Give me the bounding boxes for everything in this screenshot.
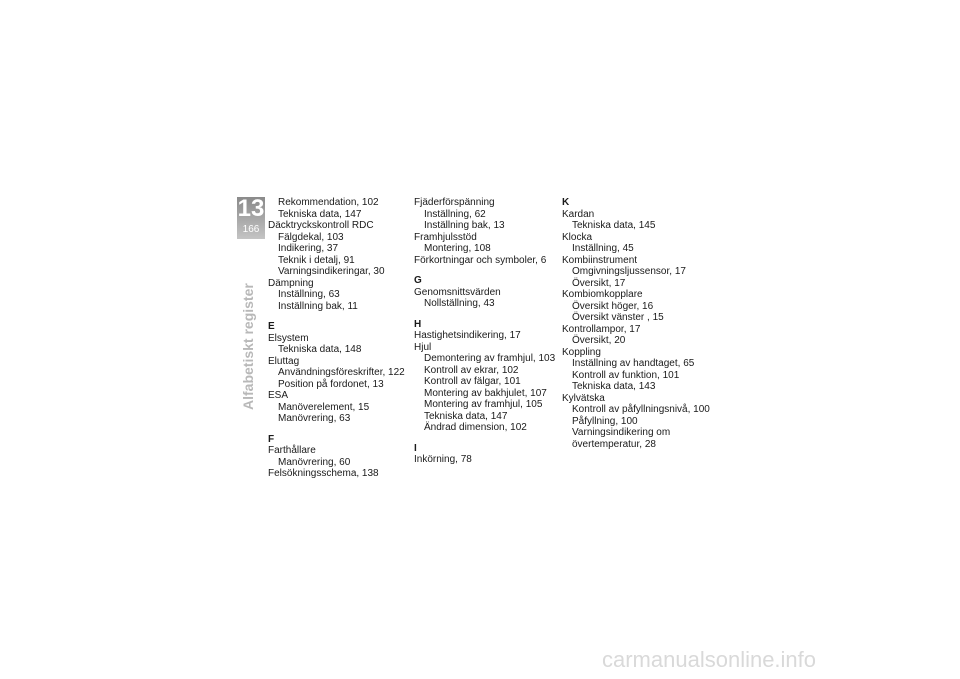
- chapter-title: Alfabetiskt register: [240, 283, 256, 410]
- index-entry: Förkortningar och symboler, 6: [414, 254, 547, 266]
- index-letter-heading: G: [414, 275, 422, 286]
- index-subentry: Demontering av framhjul, 103: [424, 353, 556, 364]
- index-subentry: Översikt höger, 16: [572, 300, 654, 312]
- index-subentry: Indikering, 37: [278, 243, 339, 254]
- index-entry: Kylvätska: [562, 392, 605, 404]
- index-entry: Fjäderförspänning: [414, 197, 495, 208]
- index-entry: Framhjulsstöd: [414, 231, 477, 243]
- index-letter-heading: E: [268, 321, 275, 332]
- index-entry: Farthållare: [268, 445, 316, 456]
- index-entry: Inkörning, 78: [414, 454, 472, 465]
- index-subentry: Varningsindikering om: [572, 427, 671, 438]
- index-subentry: Inställning, 62: [424, 208, 486, 220]
- index-subentry: Kontroll av ekrar, 102: [424, 364, 519, 376]
- index-column-3: [562, 197, 712, 450]
- index-subentry: Kontroll av påfyllningsnivå, 100: [572, 404, 710, 415]
- index-subentry: Montering av framhjul, 105: [424, 399, 543, 410]
- index-subentry: Tekniska data, 145: [572, 220, 656, 231]
- index-subentry: Tekniska data, 147: [424, 410, 508, 422]
- index-subentry: Inställning bak, 11: [278, 300, 358, 312]
- index-subentry: Montering, 108: [424, 243, 491, 254]
- index-entry: Kardan: [562, 208, 595, 220]
- index-entry: Hjul: [414, 341, 432, 353]
- index-entry: Felsökningsschema, 138: [268, 468, 379, 479]
- index-subentry: Tekniska data, 147: [278, 208, 362, 220]
- watermark-text: carmanualsonline.info: [602, 647, 817, 672]
- index-subentry: Rekommendation, 102: [278, 197, 379, 208]
- index-column-2: [414, 197, 564, 466]
- index-entry: Hastighetsindikering, 17: [414, 330, 521, 341]
- index-subentry: Inställning, 45: [572, 243, 634, 254]
- index-subentry: Kontroll av funktion, 101: [572, 369, 680, 381]
- index-subentry: Ändrad dimension, 102: [424, 422, 527, 433]
- index-subentry: Inställning bak, 13: [424, 220, 505, 231]
- index-subentry: Översikt, 17: [572, 277, 626, 289]
- index-letter-heading: F: [268, 433, 275, 445]
- index-subentry: Inställning, 63: [278, 289, 340, 300]
- index-subentry: Kontroll av fälgar, 101: [424, 376, 521, 387]
- index-subentry: Nollställning, 43: [424, 298, 495, 309]
- index-entry: Elsystem: [268, 332, 309, 344]
- index-subentry: Översikt, 20: [572, 335, 626, 346]
- chapter-number: 13: [237, 195, 265, 222]
- index-entry: Kontrollampor, 17: [562, 323, 641, 335]
- index-subentry: Översikt vänster , 15: [572, 312, 664, 323]
- index-subentry: Användningsföreskrifter, 122: [278, 367, 405, 378]
- index-subentry: Manöverelement, 15: [278, 401, 370, 413]
- index-subentry: Varningsindikeringar, 30: [278, 266, 385, 277]
- index-subentry: Omgivningsljussensor, 17: [572, 266, 686, 277]
- index-entry: Kombiinstrument: [562, 254, 638, 266]
- index-entry: Kombiomkopplare: [562, 289, 643, 300]
- index-subentry: övertemperatur, 28: [572, 438, 656, 450]
- index-subentry: Position på fordonet, 13: [278, 378, 384, 390]
- index-entry: Dämpning: [268, 277, 314, 289]
- index-entry: ESA: [268, 390, 289, 401]
- index-subentry: Fälgdekal, 103: [278, 231, 344, 243]
- index-subentry: Teknik i detalj, 91: [278, 254, 355, 266]
- index-letter-heading: K: [562, 197, 570, 208]
- index-subentry: Inställning av handtaget, 65: [572, 358, 695, 369]
- index-subentry: Manövrering, 60: [278, 456, 351, 468]
- index-subentry: Montering av bakhjulet, 107: [424, 387, 547, 399]
- index-entry: Däcktryckskontroll RDC: [268, 220, 374, 231]
- index-subentry: Påfyllning, 100: [572, 415, 638, 427]
- index-letter-heading: I: [414, 442, 417, 454]
- index-subentry: Tekniska data, 143: [572, 381, 656, 392]
- index-entry: Koppling: [562, 346, 601, 358]
- index-subentry: Manövrering, 63: [278, 413, 351, 424]
- index-entry: Eluttag: [268, 355, 300, 367]
- index-entry: Genomsnittsvärden: [414, 286, 501, 298]
- chapter-tab: [237, 197, 265, 239]
- index-letter-heading: H: [414, 318, 422, 330]
- index-column-1: [268, 197, 418, 480]
- index-subentry: Tekniska data, 148: [278, 344, 362, 355]
- index-entry: Klocka: [562, 231, 593, 243]
- page-number: 166: [242, 224, 260, 235]
